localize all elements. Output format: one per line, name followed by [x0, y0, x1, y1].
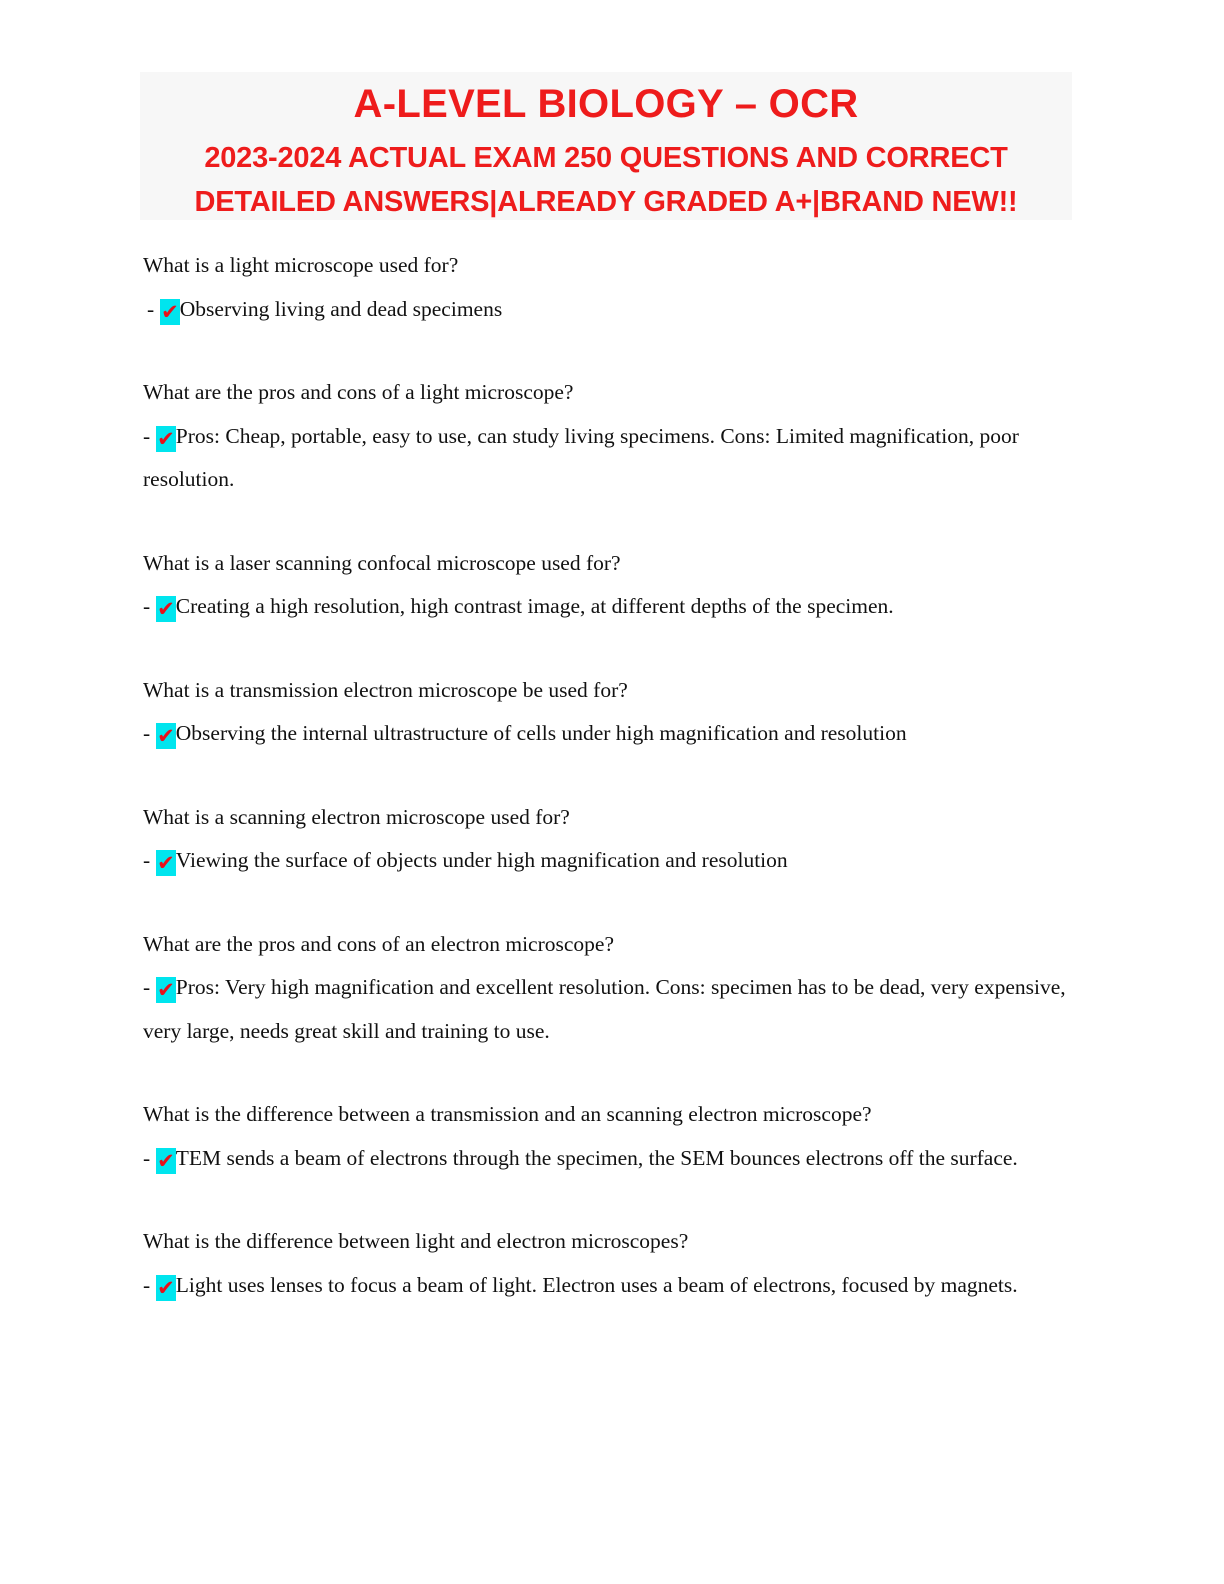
- answer-line: [143, 839, 1083, 883]
- checkmark-icon: ✔: [157, 1148, 175, 1173]
- answer-text: Viewing the surface of objects under high magnification and resolution: [175, 848, 788, 872]
- answer-line: [143, 288, 1083, 332]
- answer-dash: -: [143, 848, 151, 872]
- question-text: What are the pros and cons of a light microscope?: [143, 380, 574, 404]
- checkmark-icon: ✔: [157, 426, 175, 451]
- checkmark-icon: ✔: [157, 851, 175, 875]
- question-text: What is the difference between light and electron microscopes?: [143, 1229, 689, 1253]
- checkmark-icon: ✔: [161, 299, 179, 324]
- answer-dash: -: [143, 721, 151, 745]
- qa-item: [143, 1093, 1083, 1180]
- question-text: What is a light microscope used for?: [143, 253, 459, 277]
- question-text: What are the pros and cons of an electron microscope?: [143, 931, 615, 956]
- qa-item: [143, 1220, 1083, 1307]
- qa-item: [143, 669, 1083, 756]
- answer-text: Observing the internal ultrastructure of cells under high magnification and resolution: [175, 721, 907, 745]
- document-subtitle-line-1: 2023-2024 ACTUAL EXAM 250 QUESTIONS AND CORRECT: [204, 142, 1008, 174]
- qa-item: [143, 371, 1083, 502]
- answer-dash: -: [143, 1145, 151, 1170]
- answer-text: Pros: Very high magnification and excellent resolution. Cons: specimen has to be dead, very expensive, very large, needs great skill and training to use.: [143, 975, 1066, 1043]
- answer-line: [143, 585, 1083, 629]
- answer-dash: -: [143, 594, 151, 618]
- question-text: What is the difference between a transmission and an scanning electron microscope?: [143, 1102, 872, 1126]
- answer-line: [143, 966, 1083, 1053]
- checkmark-icon: ✔: [157, 1275, 175, 1300]
- answer-dash: -: [143, 975, 151, 999]
- answer-text: Pros: Cheap, portable, easy to use, can study living specimens. Cons: Limited magnification, poor resolution.: [143, 423, 1019, 491]
- document-title: A-LEVEL BIOLOGY – OCR: [353, 82, 859, 126]
- answer-dash: -: [147, 296, 155, 321]
- qa-item: [143, 796, 1083, 883]
- qa-item: [143, 542, 1083, 629]
- document-header: [140, 72, 1072, 220]
- checkmark-icon: ✔: [157, 978, 175, 1002]
- question-text: What is a scanning electron microscope used for?: [143, 804, 570, 829]
- answer-line: [143, 1264, 1083, 1308]
- answer-line: [143, 1137, 1083, 1181]
- answer-dash: -: [143, 1272, 151, 1297]
- qa-item: [143, 923, 1083, 1054]
- answer-dash: -: [143, 423, 151, 448]
- document-subtitle-line-2: DETAILED ANSWERS|ALREADY GRADED A+|BRAND NEW!!: [194, 186, 1018, 218]
- question-text: What is a laser scanning confocal microscope used for?: [143, 550, 621, 575]
- answer-text: Light uses lenses to focus a beam of light. Electron uses a beam of electrons, focused by magnets.: [175, 1272, 1018, 1297]
- question-answer-list: [143, 244, 1083, 1307]
- answer-line: [143, 712, 1083, 756]
- answer-line: [143, 415, 1083, 502]
- answer-text: TEM sends a beam of electrons through the specimen, the SEM bounces electrons off the surface.: [175, 1145, 1018, 1170]
- checkmark-icon: ✔: [157, 597, 175, 621]
- answer-text: Creating a high resolution, high contrast image, at different depths of the specimen.: [175, 594, 894, 618]
- answer-text: Observing living and dead specimens: [179, 296, 503, 321]
- checkmark-icon: ✔: [157, 724, 175, 748]
- question-text: What is a transmission electron microscope be used for?: [143, 677, 628, 702]
- qa-item: [143, 244, 1083, 331]
